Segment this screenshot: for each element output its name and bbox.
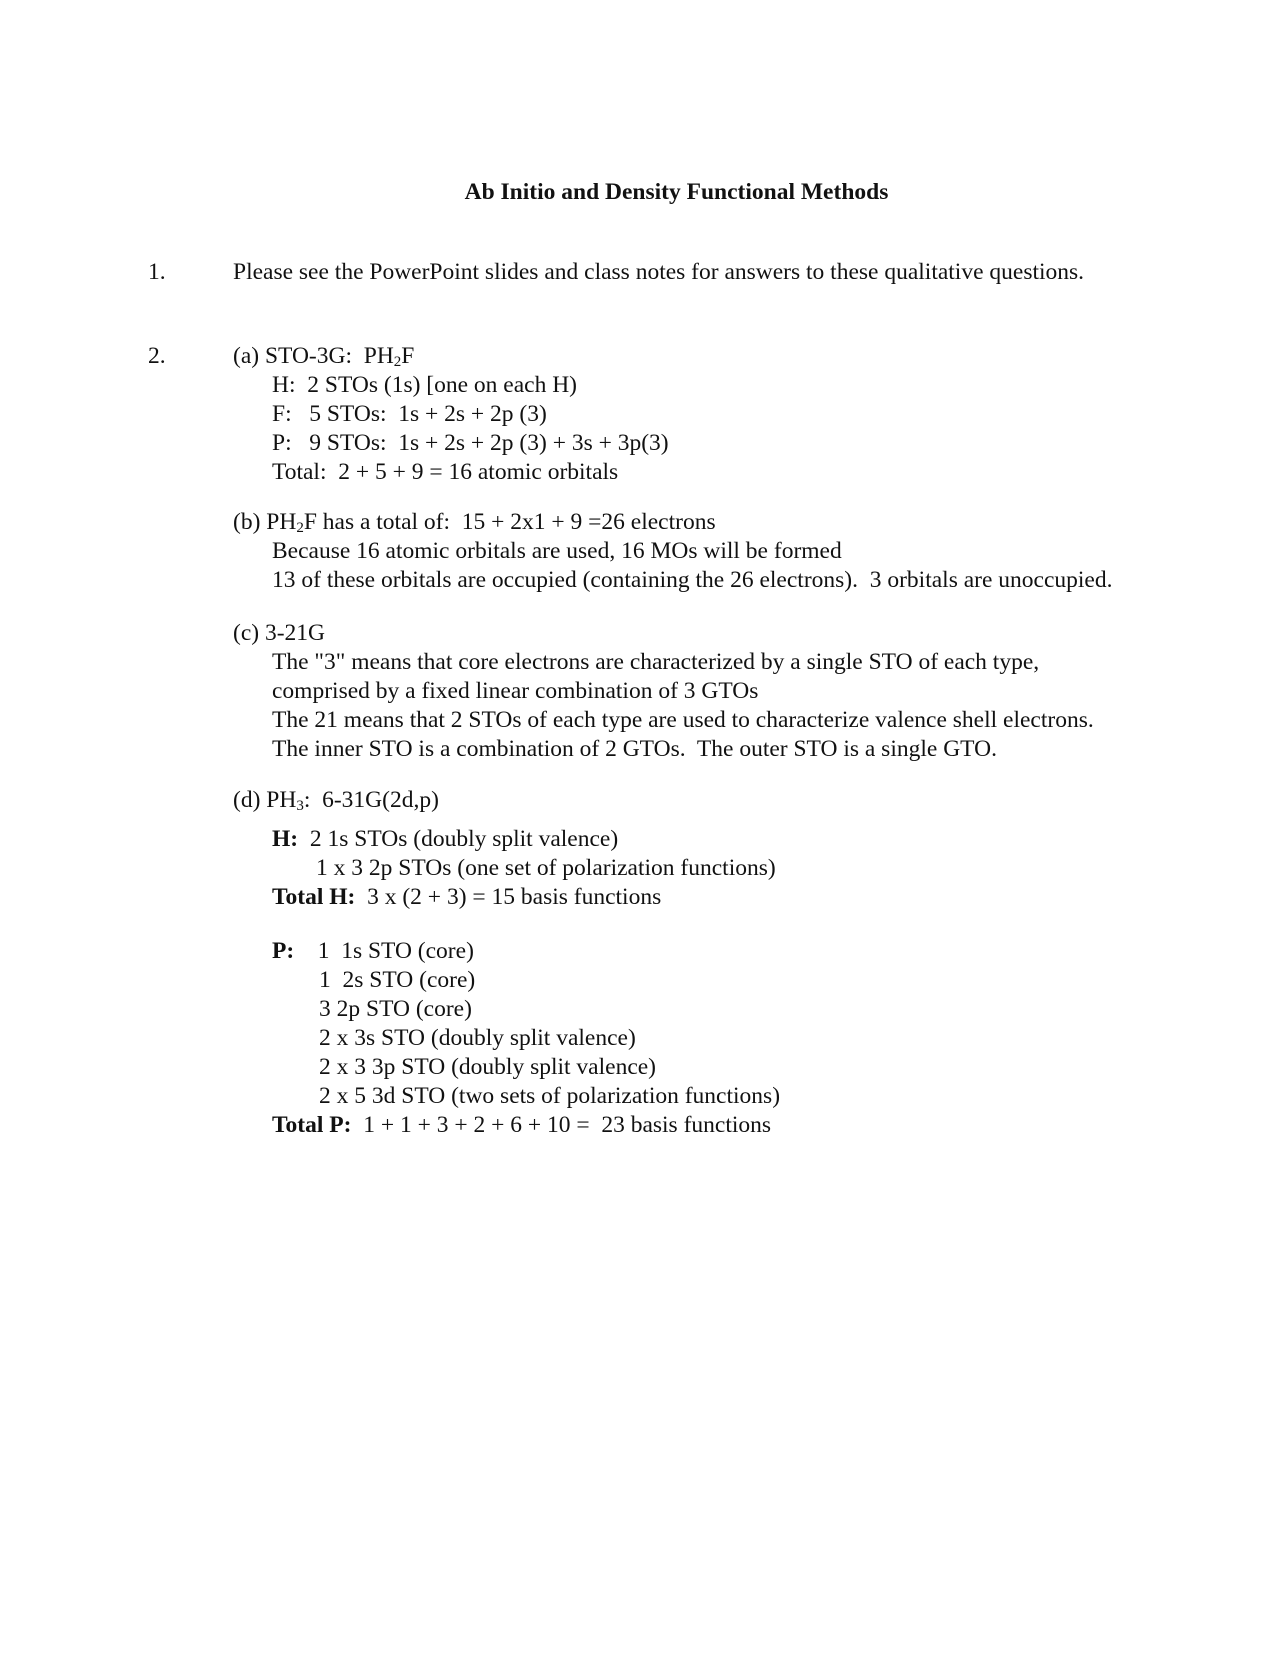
- part-a-line: P: 9 STOs: 1s + 2s + 2p (3) + 3s + 3p(3): [272, 430, 669, 456]
- part-a-heading: (a) STO-3G: $PH_2F$: [233, 343, 415, 370]
- part-c-line: The 21 means that 2 STOs of each type are used to characterize valence shell electrons.: [272, 707, 1094, 733]
- part-b-heading: (b) $PH_2F$ has a total of: 15 + 2x1 + 9 =26 electrons: [233, 509, 716, 536]
- part-b-line: Because 16 atomic orbitals are used, 16 MOs will be formed: [272, 538, 842, 564]
- part-d-heading: (d) $PH_3$: 6-31G(2d,p): [233, 787, 439, 814]
- phosphorus-line: 3 2p STO (core): [319, 996, 472, 1022]
- total-h-line: Total H: 3 x (2 + 3) = 15 basis functions: [272, 884, 662, 910]
- page-title: Ab Initio and Density Functional Methods: [464, 179, 889, 205]
- part-a: [233, 342, 669, 487]
- question-1-number: 1.: [148, 259, 166, 285]
- part-b-line: 13 of these orbitals are occupied (containing the 26 electrons). 3 orbitals are unoccupied.: [272, 567, 1113, 593]
- part-c-line: comprised by a fixed linear combination of 3 GTOs: [272, 678, 759, 704]
- phosphorus-line: 2 x 3s STO (doubly split valence): [319, 1025, 636, 1051]
- part-a-line: F: 5 STOs: 1s + 2s + 2p (3): [272, 401, 547, 427]
- part-c-line: The inner STO is a combination of 2 GTOs. The outer STO is a single GTO.: [272, 736, 997, 762]
- part-d: [233, 786, 439, 815]
- phosphorus-line: 1 2s STO (core): [319, 967, 476, 993]
- phosphorus-line: P: 1 1s STO (core): [272, 938, 474, 964]
- part-d-phosphorus: [233, 937, 780, 1140]
- part-d-hydrogen: [233, 825, 776, 912]
- part-c-heading: (c) 3-21G: [233, 620, 326, 646]
- hydrogen-label: H:: [272, 826, 299, 852]
- part-b: [233, 508, 1112, 595]
- hydrogen-polarization-line: 1 x 3 2p STOs (one set of polarization functions): [316, 855, 776, 881]
- total-p-line: Total P: 1 + 1 + 3 + 2 + 6 + 10 = 23 basis functions: [272, 1112, 772, 1138]
- total-p-label: Total P:: [272, 1112, 352, 1138]
- phosphorus-label: P:: [272, 938, 295, 964]
- question-1-text: Please see the PowerPoint slides and class notes for answers to these qualitative questions.: [233, 259, 1085, 285]
- part-c-line: The "3" means that core electrons are characterized by a single STO of each type,: [272, 649, 1040, 675]
- part-c: [233, 619, 1094, 764]
- part-a-line: Total: 2 + 5 + 9 = 16 atomic orbitals: [272, 459, 619, 485]
- question-2-number: 2.: [148, 343, 166, 369]
- total-h-label: Total H:: [272, 884, 356, 910]
- part-a-line: H: 2 STOs (1s) [one on each H): [272, 372, 578, 398]
- hydrogen-line: H: 2 1s STOs (doubly split valence): [272, 826, 619, 852]
- phosphorus-line: 2 x 3 3p STO (doubly split valence): [319, 1054, 657, 1080]
- phosphorus-line: 2 x 5 3d STO (two sets of polarization functions): [319, 1083, 781, 1109]
